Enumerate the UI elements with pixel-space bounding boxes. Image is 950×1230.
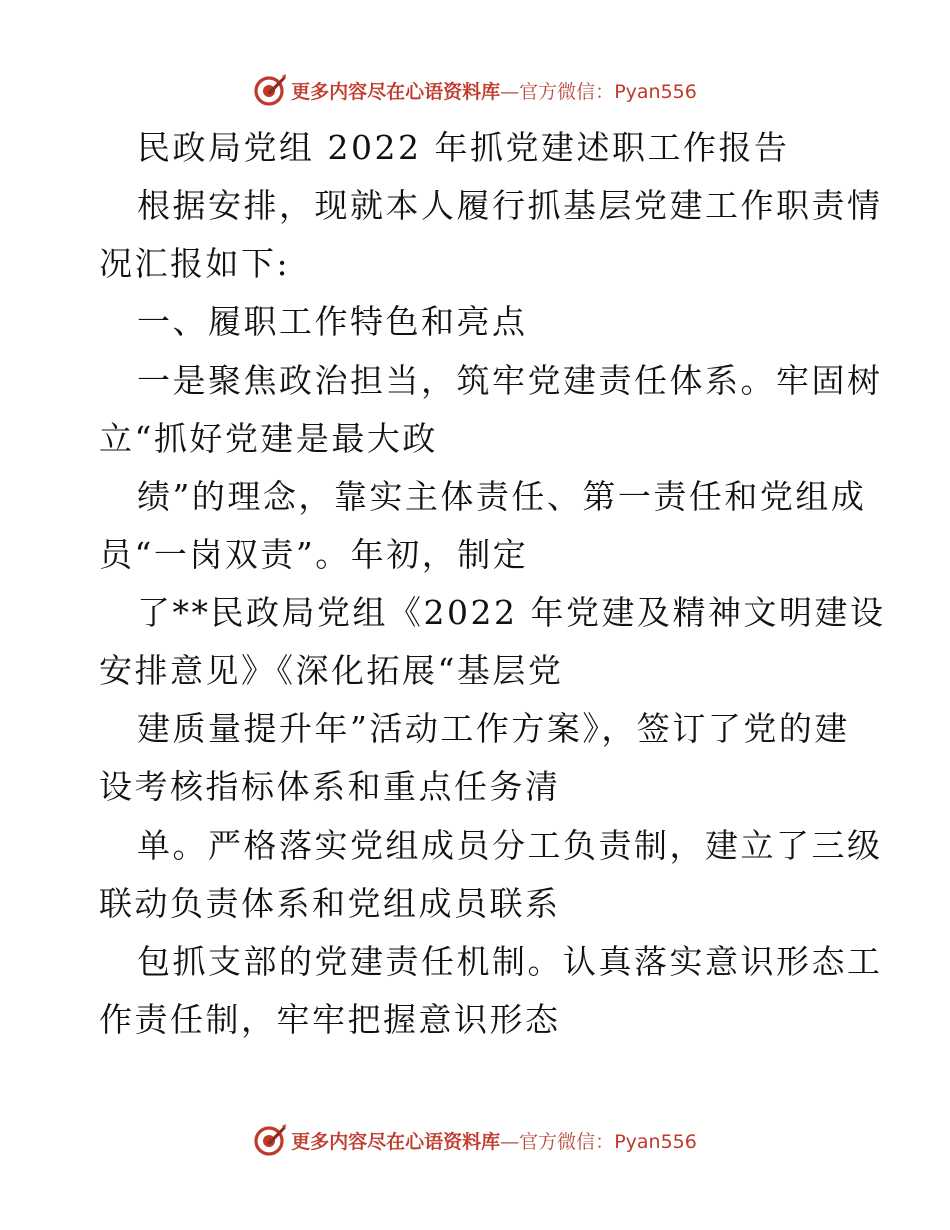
- watermark-text: [291, 1127, 697, 1154]
- quill-logo-icon: [253, 1123, 287, 1157]
- paragraph-line: 一是聚焦政治担当，筑牢党建责任体系。牢固树: [137, 361, 883, 400]
- quill-logo-icon: [253, 73, 287, 107]
- watermark-wechat-label: 官方微信：: [519, 80, 615, 103]
- watermark-separator: —: [500, 80, 520, 103]
- paragraph-line: 单。严格落实党组成员分工负责制，建立了三级: [137, 826, 883, 865]
- watermark-library-name: 更多内容尽在心语资料库: [291, 1130, 501, 1153]
- paragraph-line: 设考核指标体系和重点任务清: [99, 767, 561, 806]
- paragraph-line: 作责任制，牢牢把握意识形态: [99, 1000, 561, 1039]
- paragraph-line: 联动负责体系和党组成员联系: [99, 884, 561, 923]
- paragraph-line: 立“抓好党建是最大政: [99, 419, 438, 458]
- paragraph-line: 员“一岗双责”。年初，制定: [99, 535, 529, 574]
- header-watermark: [0, 70, 950, 110]
- watermark-text: [291, 77, 697, 104]
- watermark-wechat-id: Pyan556: [614, 1130, 697, 1153]
- watermark-wechat-label: 官方微信：: [519, 1130, 615, 1153]
- watermark-separator: —: [500, 1130, 520, 1153]
- paragraph-line: 绩”的理念，靠实主体责任、第一责任和党组成: [137, 477, 867, 516]
- section-heading: 一、履职工作特色和亮点: [137, 302, 528, 341]
- watermark-library-name: 更多内容尽在心语资料库: [291, 80, 501, 103]
- paragraph-line: 了**民政局党组《2022 年党建及精神文明建设: [137, 593, 886, 632]
- footer-watermark: [0, 1120, 950, 1160]
- paragraph-line: 根据安排，现就本人履行抓基层党建工作职责情: [137, 186, 883, 225]
- paragraph-line: 况汇报如下:: [99, 244, 291, 283]
- watermark-wechat-id: Pyan556: [614, 80, 697, 103]
- paragraph-line: 建质量提升年”活动工作方案》，签订了党的建: [137, 709, 850, 748]
- paragraph-line: 包抓支部的党建责任机制。认真落实意识形态工: [137, 942, 883, 981]
- document-title: 民政局党组 2022 年抓党建述职工作报告: [137, 128, 790, 167]
- paragraph-line: 安排意见》《深化拓展“基层党: [99, 651, 564, 690]
